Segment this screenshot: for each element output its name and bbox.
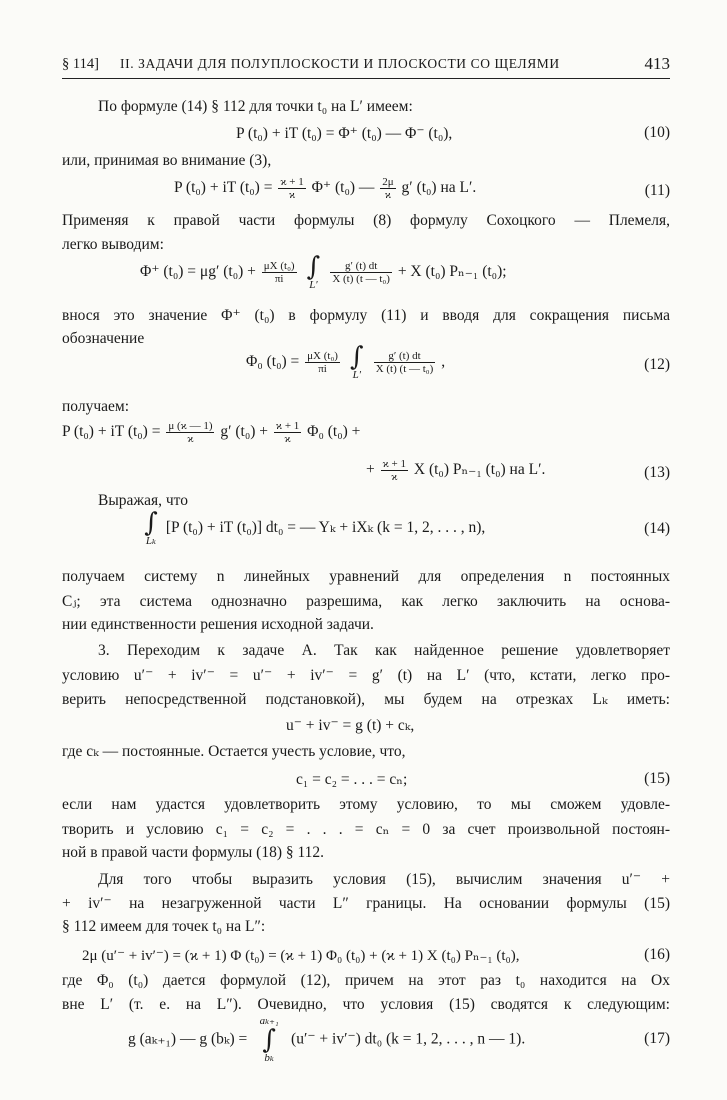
text-line: творить и условию c₁ = c₂ = . . . = cₙ = 0 за счет произвольной постоян- — [62, 821, 670, 838]
text-line: получаем: — [62, 398, 129, 415]
integral-lower-limit: bₖ — [264, 1052, 274, 1064]
equation-11 — [174, 176, 476, 201]
eq-part: (u′⁻ + iv′⁻) dt₀ (k = 1, 2, . . . , n — 1). — [291, 1030, 526, 1048]
fraction — [166, 420, 214, 445]
chapter-title: II. ЗАДАЧИ ДЛЯ ПОЛУПЛОСКОСТИ И ПЛОСКОСТИ СО ЩЕЛЯМИ — [120, 56, 560, 71]
equation-10: P (t₀) + iT (t₀) = Φ⁺ (t₀) — Φ⁻ (t₀), — [236, 125, 453, 142]
equation-number: (17) — [644, 1030, 670, 1047]
eq-part: Φ⁺ (t₀) = μg′ (t₀) + — [140, 263, 256, 281]
denominator: ϰ — [288, 189, 296, 201]
text-line: нии единственности решения исходной задачи. — [62, 616, 374, 633]
equation-number: (12) — [644, 356, 670, 373]
fraction — [374, 350, 436, 375]
integral-lower-limit: L′ — [352, 369, 362, 381]
equation-15: c₁ = c₂ = . . . = cₙ; — [296, 771, 408, 788]
text-line: 3. Переходим к задаче А. Так как найденное решение удовлетворяет — [98, 642, 670, 659]
numerator: ϰ + 1 — [275, 420, 300, 432]
running-header — [62, 52, 670, 79]
integral-sign: aₖ₊₁ ∫ bₖ — [254, 1016, 284, 1064]
fraction — [278, 176, 305, 201]
text-line: внося это значение Φ⁺ (t₀) в формулу (11) и вводя для сокращения письма — [62, 307, 670, 324]
equation-17 — [128, 1016, 525, 1064]
text-line: или, принимая во внимание (3), — [62, 152, 272, 169]
denominator: πi — [274, 273, 284, 285]
eq-part: P (t₀) + iT (t₀) = — [174, 179, 273, 197]
text-line: верить непосредственной подстановкой), мы будем на отрезках Lₖ иметь: — [62, 691, 670, 708]
numerator: μ (ϰ — 1) — [168, 420, 213, 432]
numerator: μX (t₀) — [307, 350, 338, 362]
denominator: X (t) (t — t₀) — [375, 363, 434, 375]
equation-b: u⁻ + iv⁻ = g (t) + cₖ, — [286, 717, 415, 734]
numerator: ϰ + 1 — [382, 458, 406, 470]
eq-part: [P (t₀) + iT (t₀)] dt₀ = — Yₖ + iXₖ (k = 1, 2, . . . , n), — [165, 519, 486, 537]
text-line: По формуле (14) § 112 для точки t₀ на L′ имеем: — [98, 98, 413, 115]
text-line: легко выводим: — [62, 236, 164, 253]
text-line: Применяя к правой части формулы (8) формулу Сохоцкого — Племеля, — [62, 212, 670, 229]
eq-part: P (t₀) + iT (t₀) = — [62, 423, 161, 441]
equation-13-line-1 — [62, 420, 360, 445]
denominator: X (t) (t — t₀) — [332, 273, 390, 285]
denominator: ϰ — [187, 433, 194, 445]
eq-part: g′ (t₀) на L′. — [401, 179, 477, 197]
text-line: Cⱼ; эта система однозначно разрешима, как легко заключить на основа- — [62, 593, 670, 610]
text-line: получаем систему n линейных уравнений для определения n постоянных — [62, 568, 670, 585]
integral-lower-limit: Lₖ — [145, 535, 157, 547]
equation-number: (14) — [644, 520, 670, 537]
fraction — [262, 260, 297, 285]
equation-number: (16) — [644, 946, 670, 963]
text-line: Для того чтобы выразить условия (15), вычислим значения u′⁻ + — [98, 871, 670, 888]
eq-part: , — [441, 353, 446, 371]
eq-part: Φ⁺ (t₀) — — [311, 179, 375, 197]
denominator: ϰ — [284, 433, 291, 445]
text-line: где cₖ — постоянные. Остается учесть условие, что, — [62, 743, 406, 760]
text-line: § 112 имеем для точек t₀ на L″: — [62, 918, 266, 935]
text-line: ной в правой части формулы (18) § 112. — [62, 844, 325, 861]
equation-number: (13) — [644, 464, 670, 481]
text-line: условию u′⁻ + iv′⁻ = u′⁻ + iv′⁻ = g′ (t) на L′ (что, кстати, легко про- — [62, 667, 670, 684]
integral-upper-limit: aₖ₊₁ — [259, 1015, 279, 1027]
eq-part: X (t₀) Pₙ₋₁ (t₀) на L′. — [413, 461, 546, 479]
eq-part: + — [366, 461, 375, 479]
text-line: + iv′⁻ на незагруженной части L″ границы. На основании формулы (15) — [62, 895, 670, 912]
integral-sign: ∫ L′ — [306, 252, 321, 291]
section-ref: § 114] — [62, 56, 99, 72]
text-line: Выражая, что — [98, 492, 188, 509]
denominator: ϰ — [391, 471, 398, 483]
page-number: 413 — [644, 54, 670, 73]
text-line: где Φ₀ (t₀) дается формулой (12), причем на этот раз t₀ находится на Ox — [62, 972, 670, 989]
fraction — [381, 458, 408, 483]
text-line: обозначение — [62, 330, 145, 347]
fraction — [274, 420, 301, 445]
numerator: μX (t₀) — [263, 260, 295, 272]
eq-part: Φ₀ (t₀) = — [246, 353, 300, 371]
text-line: вне L′ (т. е. на L″). Очевидно, что условия (15) сводятся к следующим: — [62, 996, 670, 1013]
equation-phi-plus — [140, 254, 507, 291]
equation-number: (15) — [644, 770, 670, 787]
equation-16: 2μ (u′⁻ + iv′⁻) = (ϰ + 1) Φ (t₀) = (ϰ + 1) Φ₀ (t₀) + (ϰ + 1) X (t₀) Pₙ₋₁ (t₀), — [82, 948, 520, 964]
numerator: 2μ — [382, 176, 394, 188]
integral-lower-limit: L′ — [309, 279, 318, 291]
eq-part: Φ₀ (t₀) + — [307, 423, 361, 441]
numerator: ϰ + 1 — [280, 176, 304, 188]
equation-number: (11) — [644, 182, 670, 199]
numerator: g′ (t) dt — [374, 350, 436, 363]
denominator: πi — [318, 363, 327, 375]
eq-part: g (aₖ₊₁) — g (bₖ) = — [128, 1030, 248, 1048]
equation-number: (10) — [644, 124, 670, 141]
eq-part: + X (t₀) Pₙ₋₁ (t₀); — [397, 263, 507, 281]
fraction — [305, 350, 340, 375]
fraction — [380, 176, 395, 201]
equation-14 — [140, 510, 485, 547]
text-line: если нам удастся удовлетворить этому условию, то мы сможем удовле- — [62, 796, 670, 813]
numerator: g′ (t) dt — [330, 260, 392, 273]
integral-sign: ∫ L′ — [350, 342, 364, 381]
fraction — [330, 260, 392, 285]
equation-13-line-2 — [366, 458, 545, 483]
equation-12 — [246, 344, 445, 381]
integral-sign: ∫ Lₖ — [144, 508, 158, 547]
denominator: ϰ — [384, 189, 392, 201]
eq-part: g′ (t₀) + — [220, 423, 269, 441]
